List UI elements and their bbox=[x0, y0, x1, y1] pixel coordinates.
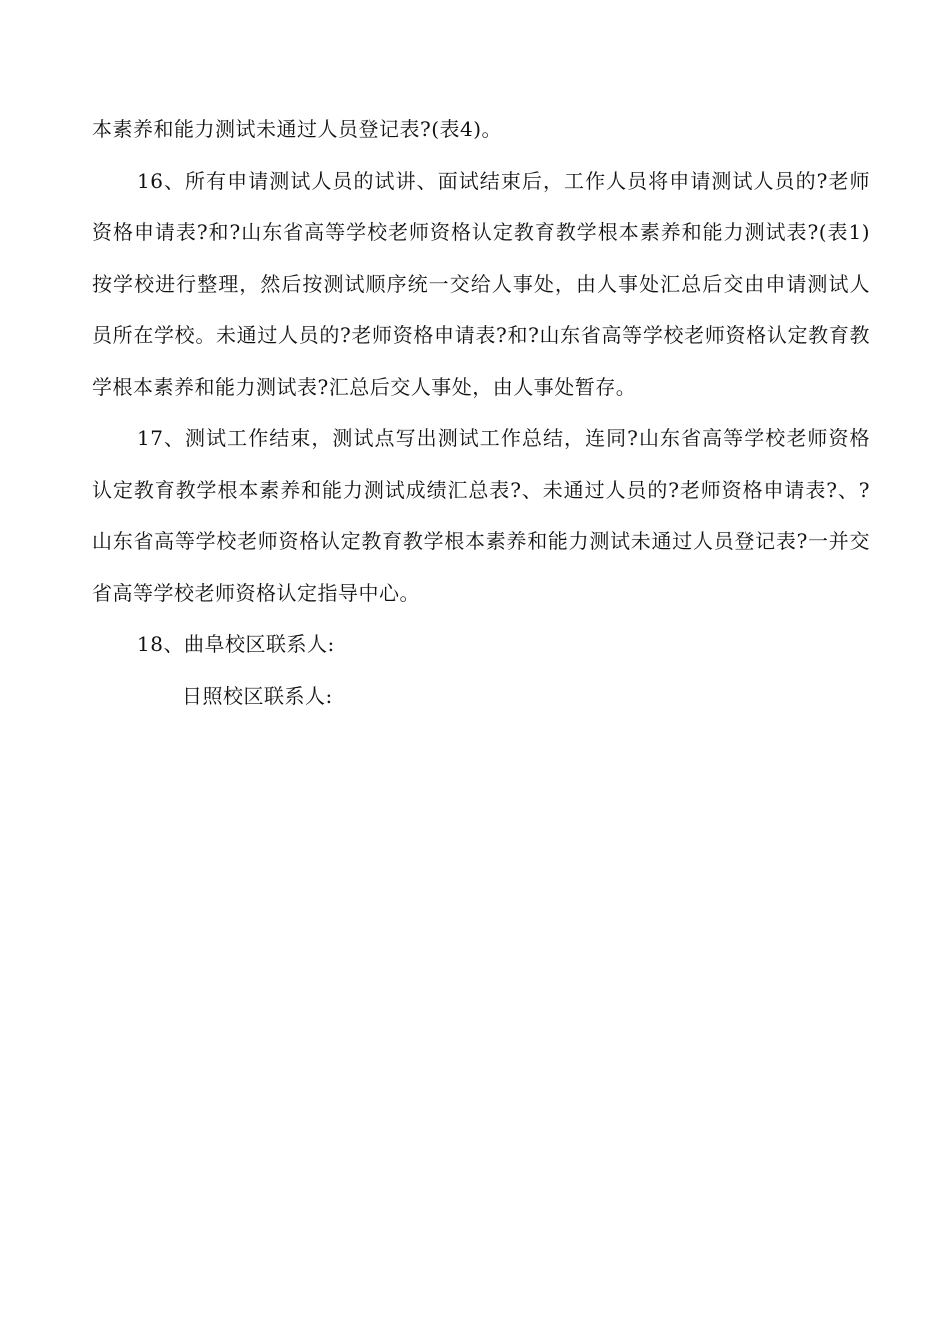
paragraph-item-17: 17、测试工作结束，测试点写出测试工作总结，连同?山东省高等学校老师资格认定教育教学根本素养和能力测试成绩汇总表?、未通过人员的?老师资格申请表?、?山东省高等学校老师资格认定教育教学根本素养和能力测试未通过人员登记表?一并交省高等学校老师资格认定指导中心。 bbox=[92, 426, 870, 605]
paragraph-continuation: 本素养和能力测试未通过人员登记表?(表4)。 bbox=[92, 117, 503, 141]
paragraph-item-16: 16、所有申请测试人员的试讲、面试结束后，工作人员将申请测试人员的?老师资格申请表?和?山东省高等学校老师资格认定教育教学根本素养和能力测试表?(表1)按学校进行整理，然后按测试顺序统一交给人事处，由人事处汇总后交由申请测试人员所在学校。未通过人员的?老师资格申请表?和?山东省高等学校老师资格认定教育教学根本素养和能力测试表?汇总后交人事处，由人事处暂存。 bbox=[92, 168, 870, 399]
contact-rizhao: 日照校区联系人: bbox=[182, 683, 333, 708]
document-body bbox=[92, 104, 870, 722]
paragraph-item-18: 18、曲阜校区联系人: bbox=[137, 632, 335, 656]
